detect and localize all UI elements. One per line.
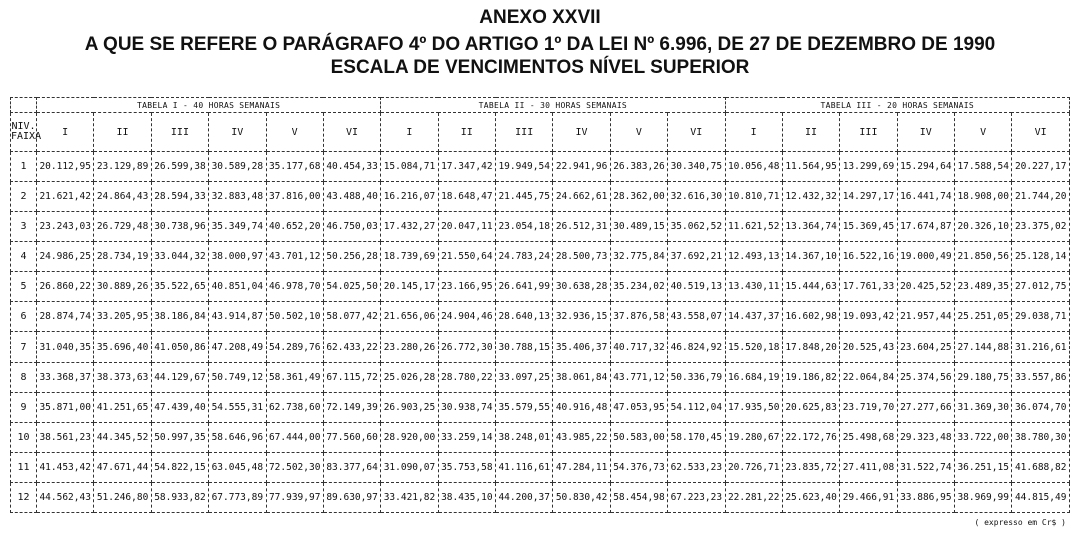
table-row: [11, 452, 1070, 482]
salary-cell: 50.583,00: [610, 422, 667, 452]
salary-cell: 83.377,64: [323, 452, 380, 482]
salary-cell: 20.227,17: [1012, 152, 1070, 182]
salary-cell: 26.903,25: [381, 392, 438, 422]
salary-cell: 17.432,27: [381, 212, 438, 242]
salary-cell: 18.908,00: [955, 182, 1012, 212]
salary-cell: 30.489,15: [610, 212, 667, 242]
salary-cell: 67.444,00: [266, 422, 323, 452]
column-header: I: [381, 113, 438, 152]
salary-cell: 12.493,13: [725, 242, 782, 272]
column-header: VI: [668, 113, 725, 152]
salary-cell: 50.997,35: [151, 422, 208, 452]
salary-cell: 10.056,48: [725, 152, 782, 182]
column-header: III: [151, 113, 208, 152]
niv-cell: 3: [11, 212, 37, 242]
salary-cell: 31.090,07: [381, 452, 438, 482]
salary-cell: 17.935,50: [725, 392, 782, 422]
salary-cell: 50.256,28: [323, 242, 380, 272]
salary-cell: 16.684,19: [725, 362, 782, 392]
salary-cell: 27.411,08: [840, 452, 897, 482]
salary-cell: 47.284,11: [553, 452, 610, 482]
salary-cell: 54.025,50: [323, 272, 380, 302]
salary-cell: 26.383,26: [610, 152, 667, 182]
salary-cell: 23.054,18: [496, 212, 553, 242]
salary-cell: 50.749,12: [209, 362, 266, 392]
salary-cell: 18.648,47: [438, 182, 495, 212]
salary-cell: 21.850,56: [955, 242, 1012, 272]
salary-cell: 21.957,44: [897, 302, 954, 332]
salary-cell: 58.933,82: [151, 482, 208, 512]
salary-cell: 19.280,67: [725, 422, 782, 452]
niv-cell: 7: [11, 332, 37, 362]
table-row: [11, 152, 1070, 182]
salary-cell: 50.336,79: [668, 362, 725, 392]
salary-cell: 62.533,23: [668, 452, 725, 482]
salary-cell: 23.489,35: [955, 272, 1012, 302]
salary-cell: 47.208,49: [209, 332, 266, 362]
salary-cell: 31.369,30: [955, 392, 1012, 422]
annex-subtitle: A QUE SE REFERE O PARÁGRAFO 4º DO ARTIGO 1º DA LEI Nº 6.996, DE 27 DE DEZEMBRO DE 1990: [84, 34, 996, 55]
salary-cell: 15.294,64: [897, 152, 954, 182]
salary-cell: 33.886,95: [897, 482, 954, 512]
salary-cell: 29.323,48: [897, 422, 954, 452]
table-row: [11, 242, 1070, 272]
salary-cell: 22.281,22: [725, 482, 782, 512]
table-row: [11, 182, 1070, 212]
salary-cell: 22.064,84: [840, 362, 897, 392]
salary-cell: 17.588,54: [955, 152, 1012, 182]
salary-cell: 30.788,15: [496, 332, 553, 362]
salary-cell: 72.502,30: [266, 452, 323, 482]
salary-cell: 17.848,20: [782, 332, 839, 362]
niv-cell: 12: [11, 482, 37, 512]
salary-cell: 35.234,02: [610, 272, 667, 302]
salary-cell: 13.430,11: [725, 272, 782, 302]
salary-cell: 77.560,60: [323, 422, 380, 452]
salary-cell: 35.062,52: [668, 212, 725, 242]
salary-cell: 23.129,89: [94, 152, 151, 182]
table-group-header-row: [11, 98, 1070, 113]
salary-cell: 40.717,32: [610, 332, 667, 362]
salary-cell: 14.297,17: [840, 182, 897, 212]
salary-cell: 50.502,10: [266, 302, 323, 332]
salary-cell: 32.616,30: [668, 182, 725, 212]
salary-cell: 20.625,83: [782, 392, 839, 422]
salary-cell: 67.115,72: [323, 362, 380, 392]
salary-cell: 35.753,58: [438, 452, 495, 482]
salary-cell: 30.340,75: [668, 152, 725, 182]
salary-cell: 14.367,10: [782, 242, 839, 272]
salary-cell: 38.435,10: [438, 482, 495, 512]
salary-cell: 38.780,30: [1012, 422, 1070, 452]
salary-cell: 26.512,31: [553, 212, 610, 242]
salary-cell: 26.860,22: [37, 272, 94, 302]
salary-cell: 35.177,68: [266, 152, 323, 182]
salary-cell: 40.652,20: [266, 212, 323, 242]
salary-cell: 24.662,61: [553, 182, 610, 212]
column-header: V: [955, 113, 1012, 152]
salary-table: [10, 97, 1070, 513]
salary-cell: 30.938,74: [438, 392, 495, 422]
salary-cell: 25.374,56: [897, 362, 954, 392]
salary-cell: 40.454,33: [323, 152, 380, 182]
salary-cell: 35.871,00: [37, 392, 94, 422]
salary-cell: 23.243,03: [37, 212, 94, 242]
salary-cell: 24.986,25: [37, 242, 94, 272]
column-header: IV: [897, 113, 954, 152]
salary-cell: 11.564,95: [782, 152, 839, 182]
salary-cell: 24.783,24: [496, 242, 553, 272]
salary-cell: 38.000,97: [209, 242, 266, 272]
salary-cell: 13.299,69: [840, 152, 897, 182]
salary-cell: 19.000,49: [897, 242, 954, 272]
salary-cell: 23.375,02: [1012, 212, 1070, 242]
column-header: II: [94, 113, 151, 152]
group-header-tabela-ii: TABELA II - 30 HORAS SEMANAIS: [381, 98, 725, 113]
salary-cell: 27.144,88: [955, 332, 1012, 362]
salary-cell: 54.555,31: [209, 392, 266, 422]
salary-cell: 25.128,14: [1012, 242, 1070, 272]
column-header: V: [266, 113, 323, 152]
salary-cell: 32.936,15: [553, 302, 610, 332]
salary-cell: 20.112,95: [37, 152, 94, 182]
column-header: III: [496, 113, 553, 152]
salary-cell: 47.053,95: [610, 392, 667, 422]
salary-cell: 44.129,67: [151, 362, 208, 392]
salary-cell: 28.780,22: [438, 362, 495, 392]
salary-cell: 40.519,13: [668, 272, 725, 302]
salary-cell: 23.604,25: [897, 332, 954, 362]
salary-cell: 46.978,70: [266, 272, 323, 302]
salary-cell: 35.579,55: [496, 392, 553, 422]
salary-cell: 33.722,00: [955, 422, 1012, 452]
salary-cell: 33.044,32: [151, 242, 208, 272]
salary-cell: 33.205,95: [94, 302, 151, 332]
salary-cell: 28.362,00: [610, 182, 667, 212]
salary-cell: 47.439,40: [151, 392, 208, 422]
salary-cell: 43.914,87: [209, 302, 266, 332]
salary-cell: 15.520,18: [725, 332, 782, 362]
currency-note: ( expresso em Cr$ ): [974, 518, 1066, 527]
salary-cell: 63.045,48: [209, 452, 266, 482]
salary-cell: 21.445,75: [496, 182, 553, 212]
salary-cell: 25.498,68: [840, 422, 897, 452]
salary-cell: 54.289,76: [266, 332, 323, 362]
salary-cell: 17.761,33: [840, 272, 897, 302]
salary-cell: 35.522,65: [151, 272, 208, 302]
salary-cell: 28.640,13: [496, 302, 553, 332]
niv-cell: 2: [11, 182, 37, 212]
salary-cell: 25.623,40: [782, 482, 839, 512]
salary-cell: 47.671,44: [94, 452, 151, 482]
annex-title: ANEXO XXVII: [479, 7, 601, 28]
salary-cell: 29.180,75: [955, 362, 1012, 392]
salary-cell: 16.522,16: [840, 242, 897, 272]
salary-cell: 15.369,45: [840, 212, 897, 242]
salary-cell: 25.251,05: [955, 302, 1012, 332]
salary-cell: 20.047,11: [438, 212, 495, 242]
salary-cell: 44.815,49: [1012, 482, 1070, 512]
salary-cell: 21.550,64: [438, 242, 495, 272]
salary-cell: 30.738,96: [151, 212, 208, 242]
salary-cell: 26.729,48: [94, 212, 151, 242]
salary-cell: 17.674,87: [897, 212, 954, 242]
salary-cell: 21.656,06: [381, 302, 438, 332]
corner-spacer: [11, 98, 37, 113]
salary-cell: 26.599,38: [151, 152, 208, 182]
salary-cell: 28.920,00: [381, 422, 438, 452]
salary-cell: 24.904,46: [438, 302, 495, 332]
salary-cell: 33.259,14: [438, 422, 495, 452]
salary-cell: 43.701,12: [266, 242, 323, 272]
salary-cell: 41.251,65: [94, 392, 151, 422]
salary-cell: 12.432,32: [782, 182, 839, 212]
salary-cell: 23.166,95: [438, 272, 495, 302]
salary-cell: 54.376,73: [610, 452, 667, 482]
salary-cell: 54.112,04: [668, 392, 725, 422]
salary-cell: 13.364,74: [782, 212, 839, 242]
salary-cell: 16.441,74: [897, 182, 954, 212]
salary-cell: 67.773,89: [209, 482, 266, 512]
salary-cell: 16.216,07: [381, 182, 438, 212]
group-header-tabela-i: TABELA I - 40 HORAS SEMANAIS: [37, 98, 381, 113]
salary-cell: 43.488,40: [323, 182, 380, 212]
salary-cell: 19.093,42: [840, 302, 897, 332]
niv-cell: 11: [11, 452, 37, 482]
table-column-header-row: [11, 113, 1070, 152]
salary-cell: 28.734,19: [94, 242, 151, 272]
niv-faixa-header: NIV. FAIXA: [11, 113, 37, 152]
salary-cell: 18.739,69: [381, 242, 438, 272]
salary-cell: 22.941,96: [553, 152, 610, 182]
salary-cell: 58.361,49: [266, 362, 323, 392]
salary-cell: 41.116,61: [496, 452, 553, 482]
column-header: III: [840, 113, 897, 152]
column-header: VI: [323, 113, 380, 152]
salary-cell: 20.425,52: [897, 272, 954, 302]
salary-cell: 30.589,28: [209, 152, 266, 182]
salary-cell: 33.368,37: [37, 362, 94, 392]
salary-cell: 44.200,37: [496, 482, 553, 512]
salary-cell: 44.562,43: [37, 482, 94, 512]
salary-cell: 43.771,12: [610, 362, 667, 392]
salary-cell: 43.558,07: [668, 302, 725, 332]
niv-cell: 5: [11, 272, 37, 302]
salary-cell: 24.864,43: [94, 182, 151, 212]
salary-cell: 36.251,15: [955, 452, 1012, 482]
salary-cell: 35.406,37: [553, 332, 610, 362]
salary-cell: 28.874,74: [37, 302, 94, 332]
table-row: [11, 482, 1070, 512]
salary-cell: 89.630,97: [323, 482, 380, 512]
salary-cell: 46.750,03: [323, 212, 380, 242]
document-header: [0, 0, 1080, 78]
table-row: [11, 302, 1070, 332]
salary-cell: 29.038,71: [1012, 302, 1070, 332]
niv-cell: 10: [11, 422, 37, 452]
column-header: II: [782, 113, 839, 152]
salary-cell: 30.889,26: [94, 272, 151, 302]
salary-cell: 29.466,91: [840, 482, 897, 512]
salary-cell: 38.186,84: [151, 302, 208, 332]
salary-cell: 23.835,72: [782, 452, 839, 482]
column-header: IV: [209, 113, 266, 152]
salary-cell: 38.969,99: [955, 482, 1012, 512]
salary-cell: 43.985,22: [553, 422, 610, 452]
salary-cell: 36.074,70: [1012, 392, 1070, 422]
salary-cell: 62.433,22: [323, 332, 380, 362]
salary-cell: 32.775,84: [610, 242, 667, 272]
salary-cell: 35.696,40: [94, 332, 151, 362]
salary-cell: 77.939,97: [266, 482, 323, 512]
salary-cell: 72.149,39: [323, 392, 380, 422]
table-row: [11, 392, 1070, 422]
salary-cell: 33.097,25: [496, 362, 553, 392]
salary-cell: 28.594,33: [151, 182, 208, 212]
salary-cell: 23.719,70: [840, 392, 897, 422]
salary-cell: 41.688,82: [1012, 452, 1070, 482]
column-header: I: [725, 113, 782, 152]
salary-cell: 31.216,61: [1012, 332, 1070, 362]
column-header: VI: [1012, 113, 1070, 152]
niv-cell: 9: [11, 392, 37, 422]
salary-cell: 38.061,84: [553, 362, 610, 392]
salary-cell: 31.040,35: [37, 332, 94, 362]
salary-cell: 27.277,66: [897, 392, 954, 422]
table-row: [11, 272, 1070, 302]
salary-cell: 38.248,01: [496, 422, 553, 452]
salary-cell: 50.830,42: [553, 482, 610, 512]
salary-cell: 26.772,30: [438, 332, 495, 362]
salary-cell: 58.646,96: [209, 422, 266, 452]
salary-cell: 21.621,42: [37, 182, 94, 212]
salary-cell: 27.012,75: [1012, 272, 1070, 302]
salary-cell: 38.373,63: [94, 362, 151, 392]
niv-cell: 1: [11, 152, 37, 182]
table-body: [11, 152, 1070, 513]
salary-cell: 25.026,28: [381, 362, 438, 392]
table-row: [11, 362, 1070, 392]
salary-cell: 19.186,82: [782, 362, 839, 392]
table-row: [11, 212, 1070, 242]
salary-cell: 33.557,86: [1012, 362, 1070, 392]
salary-cell: 58.077,42: [323, 302, 380, 332]
salary-cell: 20.726,71: [725, 452, 782, 482]
salary-cell: 10.810,71: [725, 182, 782, 212]
salary-cell: 51.246,80: [94, 482, 151, 512]
salary-cell: 38.561,23: [37, 422, 94, 452]
salary-cell: 37.876,58: [610, 302, 667, 332]
salary-cell: 41.050,86: [151, 332, 208, 362]
salary-cell: 16.602,98: [782, 302, 839, 332]
salary-cell: 32.883,48: [209, 182, 266, 212]
salary-cell: 19.949,54: [496, 152, 553, 182]
salary-cell: 20.145,17: [381, 272, 438, 302]
salary-cell: 11.621,52: [725, 212, 782, 242]
salary-cell: 31.522,74: [897, 452, 954, 482]
salary-cell: 35.349,74: [209, 212, 266, 242]
salary-cell: 20.525,43: [840, 332, 897, 362]
salary-cell: 33.421,82: [381, 482, 438, 512]
niv-cell: 6: [11, 302, 37, 332]
column-header: IV: [553, 113, 610, 152]
table-row: [11, 332, 1070, 362]
salary-cell: 46.824,92: [668, 332, 725, 362]
salary-cell: 37.816,00: [266, 182, 323, 212]
salary-cell: 41.453,42: [37, 452, 94, 482]
salary-cell: 20.326,10: [955, 212, 1012, 242]
salary-cell: 58.454,98: [610, 482, 667, 512]
niv-cell: 8: [11, 362, 37, 392]
salary-cell: 21.744,20: [1012, 182, 1070, 212]
niv-cell: 4: [11, 242, 37, 272]
group-header-tabela-iii: TABELA III - 20 HORAS SEMANAIS: [725, 98, 1070, 113]
salary-cell: 40.851,04: [209, 272, 266, 302]
salary-cell: 58.170,45: [668, 422, 725, 452]
salary-cell: 30.638,28: [553, 272, 610, 302]
salary-cell: 23.280,26: [381, 332, 438, 362]
column-header: I: [37, 113, 94, 152]
salary-cell: 17.347,42: [438, 152, 495, 182]
salary-cell: 37.692,21: [668, 242, 725, 272]
table-row: [11, 422, 1070, 452]
salary-scale-title: ESCALA DE VENCIMENTOS NÍVEL SUPERIOR: [330, 57, 750, 78]
column-header: V: [610, 113, 667, 152]
salary-cell: 62.738,60: [266, 392, 323, 422]
salary-cell: 54.822,15: [151, 452, 208, 482]
salary-cell: 14.437,37: [725, 302, 782, 332]
salary-cell: 40.916,48: [553, 392, 610, 422]
salary-cell: 44.345,52: [94, 422, 151, 452]
salary-cell: 15.084,71: [381, 152, 438, 182]
salary-cell: 67.223,23: [668, 482, 725, 512]
salary-cell: 28.500,73: [553, 242, 610, 272]
column-header: II: [438, 113, 495, 152]
salary-cell: 26.641,99: [496, 272, 553, 302]
salary-cell: 22.172,76: [782, 422, 839, 452]
salary-cell: 15.444,63: [782, 272, 839, 302]
